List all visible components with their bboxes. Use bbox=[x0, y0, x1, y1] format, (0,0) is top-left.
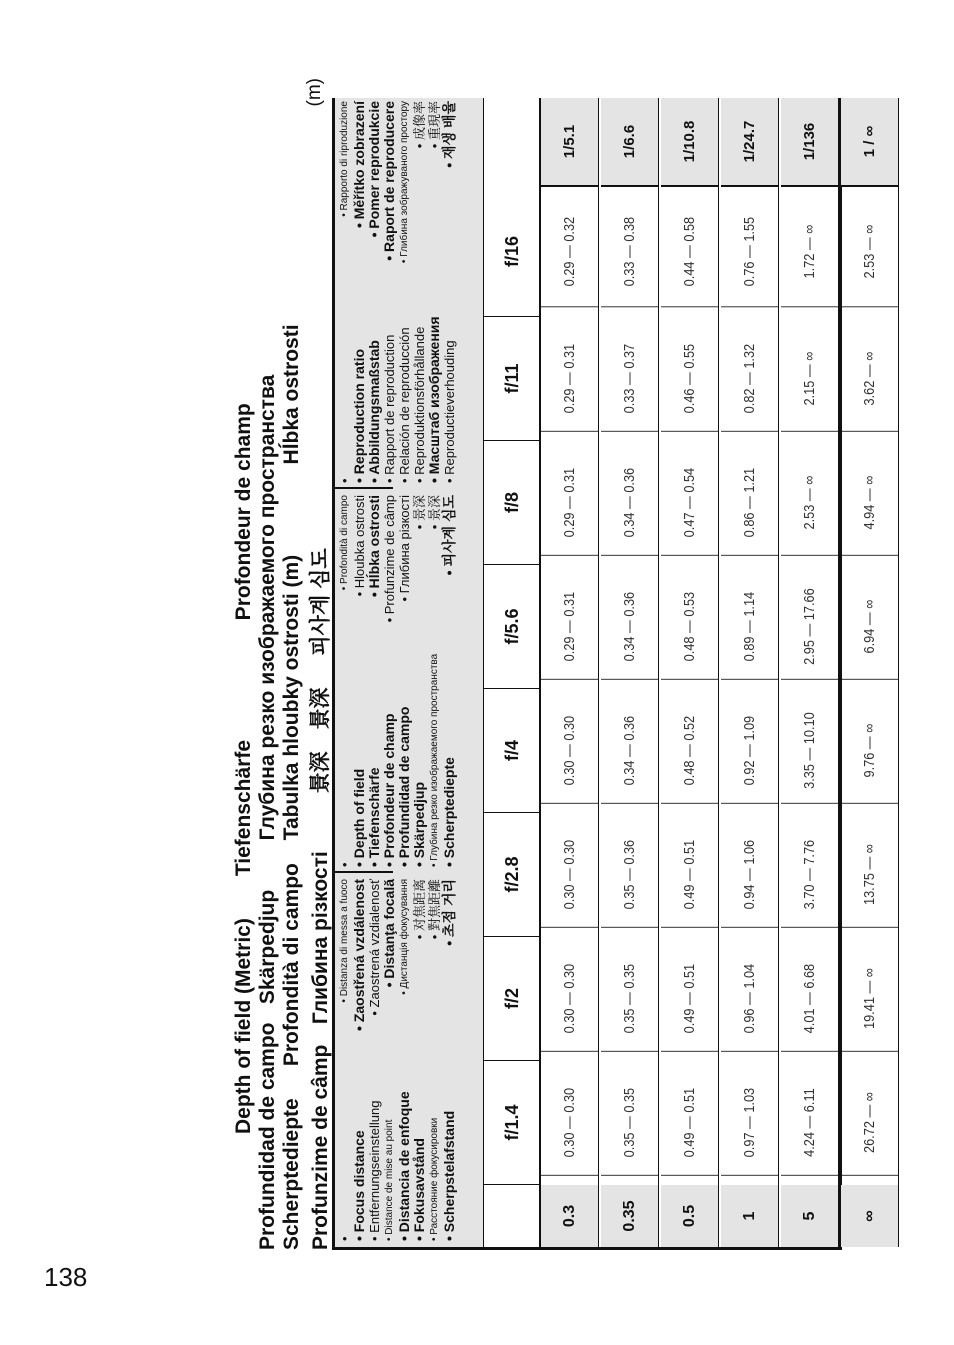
title-text: Profondità di campo bbox=[280, 863, 303, 1067]
legend-item: • bbox=[337, 478, 352, 483]
legend-item: • Reproduktionsförhållande bbox=[412, 326, 427, 483]
legend-depth-of-field-2 bbox=[337, 495, 457, 655]
depth-range-cell: 2.53 — ∞ bbox=[781, 450, 838, 555]
title-text: Scherptediepte bbox=[280, 1098, 303, 1250]
focus-distance-cell: 0.5 bbox=[661, 1185, 718, 1247]
legend-item: • Skärpedjup bbox=[411, 781, 427, 867]
title-row-3 bbox=[280, 324, 304, 1250]
depth-range-cell: 0.89 — 1.14 bbox=[721, 574, 778, 679]
depth-range-cell: 0.29 — 0.31 bbox=[541, 574, 598, 679]
legend-item: • Relación de reproducción bbox=[397, 327, 412, 483]
aperture-header: f/2 bbox=[484, 937, 540, 1061]
title-text: Глубина резко изображаемого пространства bbox=[256, 374, 279, 841]
depth-range-cell: 3.70 — 7.76 bbox=[781, 822, 838, 927]
legend-focus-distance-2 bbox=[337, 879, 457, 1057]
title-text: Profunzime de câmp bbox=[309, 1044, 332, 1250]
page-number: 138 bbox=[44, 1262, 88, 1292]
depth-range-cell: 0.97 — 1.03 bbox=[721, 1070, 778, 1175]
title-text: Profundidad de campo bbox=[256, 1022, 279, 1250]
legend-item: • Profondità di campo bbox=[339, 495, 350, 591]
legend-item: • Hloubka ostrosti bbox=[352, 495, 367, 597]
depth-range-cell: 2.15 — ∞ bbox=[781, 326, 838, 431]
legend-item: • Reproductieverhouding bbox=[442, 340, 457, 483]
title-text: 피사계 심도 bbox=[309, 548, 332, 656]
focus-distance-cell: 0.35 bbox=[601, 1185, 658, 1247]
depth-range-cell: 3.62 — ∞ bbox=[841, 326, 898, 431]
depth-range-cell: 6.94 — ∞ bbox=[841, 574, 898, 679]
depth-range-cell: 0.34 — 0.36 bbox=[601, 698, 658, 803]
title-text: Depth of field (Metric) bbox=[232, 918, 255, 1134]
legend-item: • 對焦距離 bbox=[427, 879, 442, 940]
legend-item: • Расстояние фокусировки bbox=[429, 1117, 440, 1241]
reproduction-ratio-cell: 1/10.8 bbox=[661, 98, 718, 187]
aperture-header: f/1.4 bbox=[484, 1061, 540, 1185]
legend-item: • 초점 거리 bbox=[441, 879, 457, 946]
depth-range-cell: 0.92 — 1.09 bbox=[721, 698, 778, 803]
depth-range-cell: 0.46 — 0.55 bbox=[661, 326, 718, 431]
legend-item: • Distanţa focală bbox=[381, 879, 397, 988]
depth-range-cell: 0.29 — 0.31 bbox=[541, 450, 598, 555]
focus-distance-cell: 1 bbox=[721, 1185, 778, 1247]
legend-item: • Měřítko zobrazení bbox=[351, 101, 367, 229]
legend-item: • 피사계 심도 bbox=[441, 495, 457, 576]
reproduction-ratio-cell: 1/136 bbox=[781, 98, 838, 187]
legend-item: • Scherpstelafstand bbox=[441, 1110, 457, 1241]
focus-distance-cell: 5 bbox=[781, 1185, 838, 1247]
depth-range-cell: 0.96 — 1.04 bbox=[721, 946, 778, 1051]
depth-range-cell: 0.35 — 0.36 bbox=[601, 822, 658, 927]
depth-range-cell: 4.94 — ∞ bbox=[841, 450, 898, 555]
table-row bbox=[601, 98, 659, 1247]
legend-reproduction-ratio bbox=[337, 316, 457, 483]
legend-item: • Масштаб изображения bbox=[426, 316, 442, 483]
legend-item: • Profundidad de campo bbox=[396, 706, 412, 867]
legend-item: • Глибина зображуваного простору bbox=[399, 101, 410, 264]
aperture-header-row bbox=[483, 98, 541, 1247]
depth-range-cell: 19.41 — ∞ bbox=[841, 946, 898, 1051]
legend-item: • Глубина резко изображаемого пространства bbox=[429, 653, 440, 867]
title-row-1 bbox=[232, 403, 256, 1134]
legend-item: • 景深 bbox=[412, 495, 427, 530]
title-text: Tiefenschärfe bbox=[232, 739, 255, 877]
depth-range-cell: 0.48 — 0.53 bbox=[661, 574, 718, 679]
title-text: Tabulka hloubky ostrosti (m) bbox=[280, 554, 303, 841]
title-text: Глибина різкості bbox=[309, 851, 332, 1025]
reproduction-ratio-cell: 1 / ∞ bbox=[841, 98, 898, 187]
rotated-table-content bbox=[232, 75, 878, 1250]
title-text: 景深 bbox=[309, 687, 332, 730]
legend-item: • Distancia de enfoque bbox=[396, 1091, 412, 1241]
aperture-header: f/4 bbox=[484, 689, 540, 813]
aperture-header: f/2.8 bbox=[484, 813, 540, 937]
depth-range-cell: 0.30 — 0.30 bbox=[541, 698, 598, 803]
depth-range-cell: 0.47 — 0.54 bbox=[661, 450, 718, 555]
depth-range-cell: 0.94 — 1.06 bbox=[721, 822, 778, 927]
legend-item: • Zaostrená vzdialenosť bbox=[367, 879, 382, 1016]
depth-range-cell: 0.44 — 0.58 bbox=[661, 197, 718, 308]
legend-item: • Profondeur de champ bbox=[381, 713, 397, 867]
depth-range-cell: 0.48 — 0.52 bbox=[661, 698, 718, 803]
legend-item: • Rapporto di riproduzione bbox=[339, 101, 350, 217]
depth-range-cell: 2.95 — 17.66 bbox=[781, 574, 838, 679]
depth-range-cell: 13.75 — ∞ bbox=[841, 822, 898, 927]
title-text: Skärpedjup bbox=[256, 889, 279, 1005]
unit-label: (m) bbox=[304, 78, 325, 107]
depth-range-cell: 0.86 — 1.21 bbox=[721, 450, 778, 555]
depth-range-cell: 0.49 — 0.51 bbox=[661, 946, 718, 1051]
depth-range-cell: 9.76 — ∞ bbox=[841, 698, 898, 803]
aperture-header: f/8 bbox=[484, 441, 540, 565]
depth-range-cell: 0.34 — 0.36 bbox=[601, 574, 658, 679]
legend-item: • Tiefenschärfe bbox=[366, 767, 382, 867]
focus-distance-cell: ∞ bbox=[841, 1185, 898, 1247]
focus-distance-cell: 0.3 bbox=[541, 1185, 598, 1247]
depth-range-cell: 0.76 — 1.55 bbox=[721, 197, 778, 308]
depth-range-cell: 0.33 — 0.37 bbox=[601, 326, 658, 431]
legend-item: • Scherptediepte bbox=[441, 757, 457, 867]
legend-divider bbox=[335, 487, 393, 489]
depth-range-cell: 3.35 — 10.10 bbox=[781, 698, 838, 803]
title-text: Profondeur de champ bbox=[232, 403, 255, 621]
table-row bbox=[841, 98, 899, 1247]
legend-item: • Entfernungseinstellung bbox=[367, 1100, 382, 1241]
legend-reproduction-ratio-2 bbox=[337, 101, 457, 289]
aperture-header: f/16 bbox=[484, 187, 540, 317]
legend-item: • 成像率 bbox=[412, 101, 427, 149]
table-legend bbox=[335, 98, 483, 1247]
depth-range-cell: 0.30 — 0.30 bbox=[541, 1070, 598, 1175]
legend-item: • 景深 bbox=[427, 495, 442, 530]
reproduction-ratio-cell: 1/5.1 bbox=[541, 98, 598, 187]
legend-item: • bbox=[337, 1236, 352, 1241]
reproduction-ratio-cell: 1/24.7 bbox=[721, 98, 778, 187]
depth-of-field-table bbox=[332, 98, 878, 1250]
depth-range-cell: 4.01 — 6.68 bbox=[781, 946, 838, 1051]
depth-range-cell: 0.30 — 0.30 bbox=[541, 822, 598, 927]
legend-item: • Distanza di messa a fuoco bbox=[339, 879, 350, 1003]
depth-range-cell: 0.34 — 0.36 bbox=[601, 450, 658, 555]
aperture-header: f/11 bbox=[484, 317, 540, 441]
depth-range-cell: 1.72 — ∞ bbox=[781, 197, 838, 308]
depth-range-cell: 2.53 — ∞ bbox=[841, 197, 898, 308]
depth-range-cell: 0.33 — 0.38 bbox=[601, 197, 658, 308]
aperture-header: f/5.6 bbox=[484, 565, 540, 689]
depth-range-cell: 4.24 — 6.11 bbox=[781, 1070, 838, 1175]
depth-range-cell: 0.29 — 0.32 bbox=[541, 197, 598, 308]
table-row bbox=[781, 98, 839, 1247]
legend-item: • Distance de mise au point bbox=[384, 1119, 395, 1241]
depth-range-cell: 0.30 — 0.30 bbox=[541, 946, 598, 1051]
table-row bbox=[541, 98, 599, 1247]
title-text: 景深 bbox=[309, 751, 332, 794]
legend-focus-distance bbox=[337, 1091, 457, 1241]
depth-range-cell: 0.29 — 0.31 bbox=[541, 326, 598, 431]
legend-item: • Abbildungsmaßstab bbox=[366, 340, 382, 483]
table-row bbox=[721, 98, 779, 1247]
legend-item: • Zaostřená vzdálenost bbox=[351, 879, 367, 1031]
legend-divider bbox=[335, 871, 393, 873]
depth-range-cell: 26.72 — ∞ bbox=[841, 1070, 898, 1175]
legend-item: • bbox=[337, 862, 352, 867]
legend-item: • Focus distance bbox=[351, 1130, 367, 1241]
legend-item: • Profunzime de câmp bbox=[382, 495, 397, 623]
legend-item: • Reproduction ratio bbox=[351, 348, 367, 483]
title-text: Hĺbka ostrosti bbox=[280, 324, 303, 465]
legend-item: • Fokusavstånd bbox=[411, 1138, 427, 1241]
depth-range-cell: 0.82 — 1.32 bbox=[721, 326, 778, 431]
legend-item: • Дистанція фокусування bbox=[399, 879, 410, 995]
legend-item: • 对焦距离 bbox=[412, 879, 427, 940]
depth-range-cell: 0.35 — 0.35 bbox=[601, 1070, 658, 1175]
legend-depth-of-field bbox=[337, 654, 457, 867]
legend-item: • 재생 배율 bbox=[441, 101, 457, 168]
legend-item: • 重現率 bbox=[427, 101, 442, 149]
title-row-2 bbox=[256, 375, 280, 1250]
legend-item: • Глибина різкості bbox=[397, 495, 412, 602]
table-row bbox=[661, 98, 719, 1247]
depth-range-cell: 0.49 — 0.51 bbox=[661, 822, 718, 927]
legend-item: • Depth of field bbox=[351, 768, 367, 867]
legend-item: • Raport de reproducere bbox=[381, 101, 397, 261]
legend-item: • Hĺbka ostrosti bbox=[366, 495, 382, 598]
reproduction-ratio-cell: 1/6.6 bbox=[601, 98, 658, 187]
table-titles bbox=[232, 75, 332, 1250]
depth-range-cell: 0.35 — 0.35 bbox=[601, 946, 658, 1051]
legend-item: • Pomer reprodukcie bbox=[366, 101, 382, 238]
title-row-4 bbox=[304, 548, 334, 1250]
depth-range-cell: 0.49 — 0.51 bbox=[661, 1070, 718, 1175]
legend-item: • Rapport de reproduction bbox=[382, 334, 397, 483]
